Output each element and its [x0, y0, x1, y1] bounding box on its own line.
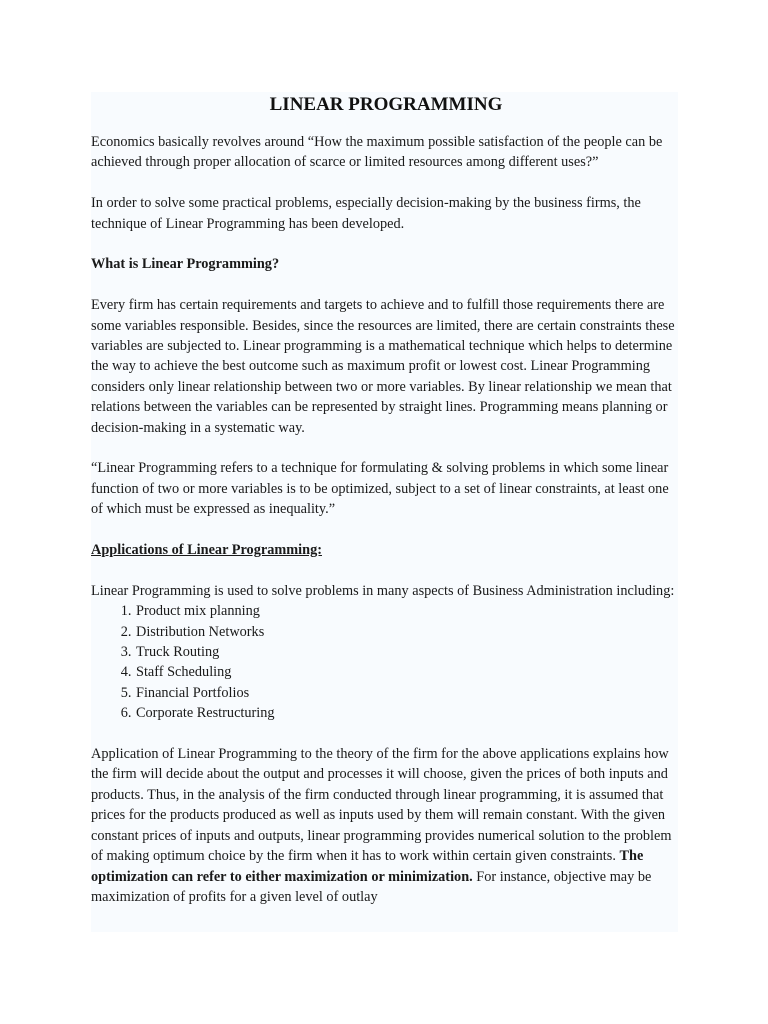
list-item: 5. Financial Portfolios — [135, 683, 681, 703]
document-content — [91, 93, 681, 928]
paragraph-theory-continuation: For instance, objective may be maximization of profits for a given level of outlay — [91, 868, 652, 905]
document-title: LINEAR PROGRAMMING — [269, 94, 503, 115]
section-heading-applications: Applications of Linear Programming: — [91, 542, 322, 559]
list-item: 1. Product mix planning — [135, 601, 681, 621]
list-item: 4. Staff Scheduling — [135, 662, 681, 682]
paragraph-theory-text: Application of Linear Programming to the theory of the firm for the above applications explains how the firm will decide about the output and processes it will choose, given the prices of both inputs and products. Thus, in the analysis of the firm conducted through linear programming, it is assumed that prices for the products produced as well as inputs used by them will remain constant. With the given constant prices of inputs and outputs, linear programming provides numerical solution to the problem of making optimum choice by the firm when it has to work within certain given constraints. — [91, 746, 672, 865]
section-heading-what-is-lp: What is Linear Programming? — [91, 256, 280, 273]
paragraph-intro: Economics basically revolves around “How the maximum possible satisfaction of the people can be achieved through proper allocation of scarce or limited resources among different uses?” — [91, 134, 663, 171]
list-item: 3. Truck Routing — [135, 642, 681, 662]
paragraph-theory-of-firm — [91, 744, 681, 907]
list-item: 6. Corporate Restructuring — [135, 703, 681, 723]
applications-list — [91, 601, 681, 723]
paragraph-applications-intro: Linear Programming is used to solve problems in many aspects of Business Administration including: — [91, 582, 675, 599]
optimization-emphasis: The optimization can refer to either maximization or minimization. — [91, 848, 644, 885]
paragraph-definition: Every firm has certain requirements and targets to achieve and to fulfill those requirements there are some variables responsible. Besides, since the resources are limited, there are certain constraints these variables are subjected to. Linear programming is a mathematical technique which helps to determine the way to achieve the best outcome such as maximum profit or lowest cost. Linear Programming considers only linear relationship between two or more variables. By linear relationship we mean that relations between the variables can be represented by straight lines. Programming means planning or decision-making in a systematic way. — [91, 297, 675, 436]
list-item: 2. Distribution Networks — [135, 622, 681, 642]
paragraph-technique: In order to solve some practical problems, especially decision-making by the business firms, the technique of Linear Programming has been developed. — [91, 195, 641, 232]
paragraph-quote: “Linear Programming refers to a technique for formulating & solving problems in which some linear function of two or more variables is to be optimized, subject to a set of linear constraints, at least one of which must be expressed as inequality.” — [91, 460, 669, 518]
